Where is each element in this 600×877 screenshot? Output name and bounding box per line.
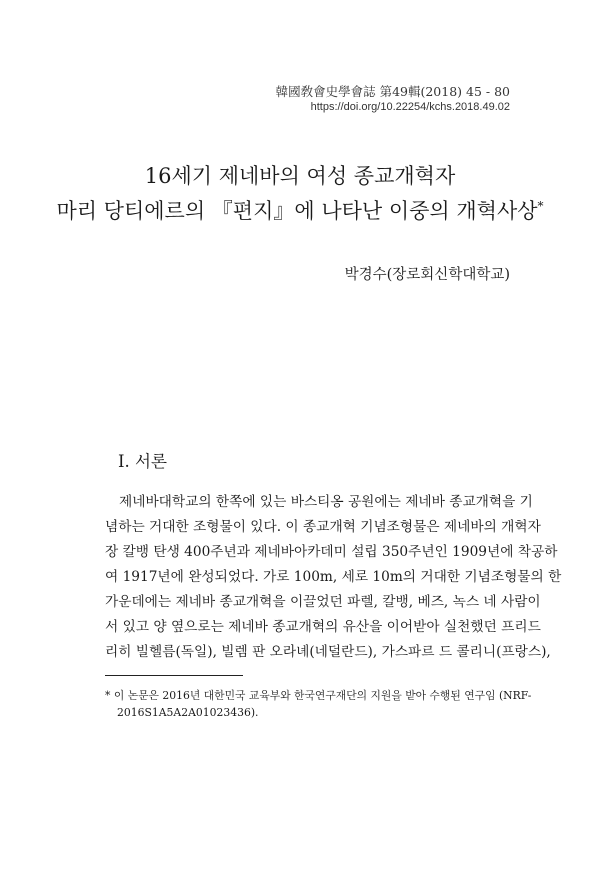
body-line: 념하는 거대한 조형물이 있다. 이 종교개혁 기념조형물은 제네바의 개혁자 — [105, 519, 541, 535]
footnote-divider — [105, 675, 243, 676]
body-line: 서 있고 양 옆으로는 제네바 종교개혁의 유산을 이어받아 실천했던 프리드 — [105, 619, 541, 635]
paper-title-line-1: 16세기 제네바의 여성 종교개혁자 — [144, 164, 456, 188]
paper-title-line-2-text: 마리 당티에르의 『편지』에 나타난 이중의 개혁사상 — [56, 199, 538, 223]
paper-title-line-2 — [0, 195, 600, 225]
body-line: 가운데에는 제네바 종교개혁을 이끌었던 파렐, 칼뱅, 베즈, 녹스 네 사람이 — [105, 594, 541, 610]
journal-header: 韓國敎會史學會誌 第49輯(2018) 45 - 80 — [275, 84, 510, 99]
doi-link[interactable]: https://doi.org/10.22254/kchs.2018.49.02 — [310, 101, 510, 113]
body-line: 여 1917년에 완성되었다. 가로 100m, 세로 10m의 거대한 기념조형물의 한 — [105, 569, 562, 585]
body-line: 제네바대학교의 한쪽에 있는 바스티옹 공원에는 제네바 종교개혁을 기 — [119, 494, 533, 510]
body-line: 리히 빌헬름(독일), 빌렘 판 오라녜(네덜란드), 가스파르 드 콜리니(프랑스), — [105, 644, 551, 660]
title-footnote-mark[interactable]: * — [537, 199, 544, 213]
author-affiliation: 박경수(장로회신학대학교) — [344, 267, 510, 283]
footnote-line: * 이 논문은 2016년 대한민국 교육부와 한국연구재단의 지원을 받아 수행된 연구임 (NRF- — [105, 689, 532, 702]
footnote-line: 2016S1A5A2A01023436). — [117, 706, 259, 719]
section-heading: I. 서론 — [118, 452, 167, 471]
body-line: 장 칼뱅 탄생 400주년과 제네바아카데미 설립 350주년인 1909년에 착공하 — [105, 544, 558, 560]
